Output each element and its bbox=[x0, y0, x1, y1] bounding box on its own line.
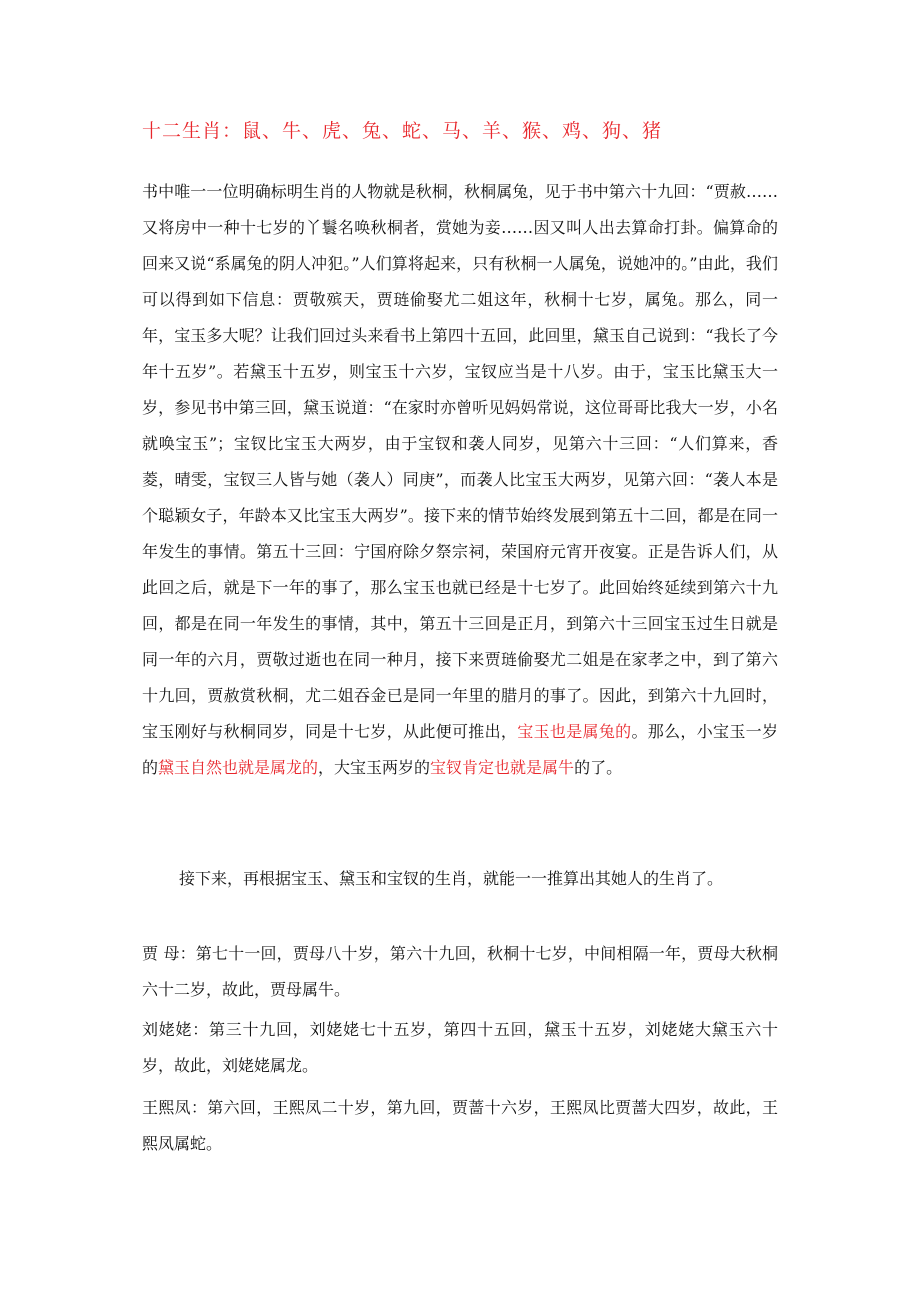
paragraph-text: ，大宝玉两岁的 bbox=[318, 758, 431, 777]
highlight-baochai-ox: 宝钗肯定也就是属牛 bbox=[430, 758, 575, 777]
paragraph-text: 的了。 bbox=[574, 758, 623, 777]
page-title: 十二生肖：鼠、牛、虎、兔、蛇、马、羊、猴、鸡、狗、猪 bbox=[142, 120, 663, 142]
entry-jia-mu: 贾 母：第七十一回，贾母八十岁，第六十九回，秋桐十七岁，中间相隔一年，贾母大秋桐六十二岁，故此，贾母属牛。 bbox=[142, 944, 778, 999]
highlight-baoyu-rabbit: 宝玉也是属兔的 bbox=[517, 722, 632, 741]
highlight-daiyu-dragon: 黛玉自然也就是属龙的 bbox=[158, 758, 319, 777]
paragraph-text: 书中唯一一位明确标明生肖的人物就是秋桐，秋桐属兔，见于书中第六十九回：“贾赦……又将房中一种十七岁的丫鬟名唤秋桐者，赏她为妾……因又叫人出去算命打卦。偏算命的回来又说“系属兔的阴人冲犯。”人们算将起来，只有秋桐一人属兔，说她冲的。”由此，我们可以得到如下信息：贾敬殡天，贾琏偷娶尤二姐这年，秋桐十七岁，属兔。那么，同一年，宝玉多大呢？让我们回过头来看书上第四十五回，此回里，黛玉自己说到：“我长了今年十五岁”。若黛玉十五岁，则宝玉十六岁，宝钗应当是十八岁。由于，宝玉比黛玉大一岁，参见书中第三回，黛玉说道：“在家时亦曾听见妈妈常说，这位哥哥比我大一岁，小名就唤宝玉”；宝钗比宝玉大两岁，由于宝钗和袭人同岁，见第六十三回：“人们算来，香菱，晴雯，宝钗三人皆与她（袭人）同庚”，而袭人比宝玉大两岁，见第六回：“袭人本是个聪颖女子，年龄本又比宝玉大两岁”。接下来的情节始终发展到第五十二回，都是在同一年发生的事情。第五十三回：宁国府除夕祭宗祠，荣国府元宵开夜宴。正是告诉人们，从此回之后，就是下一年的事了，那么宝玉也就已经是十七岁了。此回始终延续到第六十九回，都是在同一年发生的事情，其中，第五十三回是正月，到第六十三回宝玉过生日就是同一年的六月，贾敬过逝也在同一种月，接下来贾琏偷娶尤二姐是在家孝之中，到了第六十九回，贾赦赏秋桐，尤二姐吞金已是同一年里的腊月的事了。因此，到第六十九回时，宝玉刚好与秋桐同岁，同是十七岁，从此便可推出， bbox=[142, 182, 778, 741]
main-paragraph bbox=[142, 174, 778, 786]
paragraph-text: 。那么，小宝玉一岁的 bbox=[142, 722, 778, 777]
entry-liu-laolao: 刘姥姥：第三十九回，刘姥姥七十五岁，第四十五回，黛玉十五岁，刘姥姥大黛玉六十岁，故此，刘姥姥属龙。 bbox=[142, 1020, 778, 1075]
entry-wang-xifeng: 王熙凤：第六回，王熙凤二十岁，第九回，贾蔷十六岁，王熙凤比贾蔷大四岁，故此，王熙凤属蛇。 bbox=[142, 1098, 778, 1153]
transition-paragraph: 接下来，再根据宝玉、黛玉和宝钗的生肖，就能一一推算出其她人的生肖了。 bbox=[179, 869, 724, 888]
